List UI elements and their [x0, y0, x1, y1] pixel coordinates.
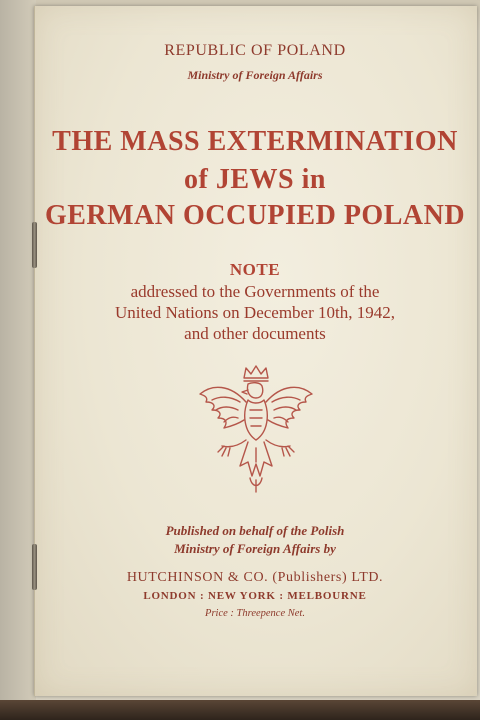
note-heading: NOTE	[229, 260, 281, 279]
published-line-1: Published on behalf of the Polish	[165, 523, 345, 538]
published-line-2: Ministry of Foreign Affairs by	[174, 541, 336, 556]
note-line-2: United Nations on December 10th, 1942,	[115, 303, 395, 322]
title-line-2: of JEWS in	[184, 164, 326, 195]
publisher-name: HUTCHINSON & CO. (Publishers) LTD.	[126, 570, 384, 585]
cover-page	[34, 6, 476, 696]
title-line-3: GERMAN OCCUPIED POLAND	[44, 200, 466, 231]
table-edge	[0, 700, 480, 720]
note-line-3: and other documents	[184, 324, 326, 343]
polish-eagle-icon	[190, 362, 322, 506]
publisher-cities: LONDON : NEW YORK : MELBOURNE	[143, 590, 367, 602]
title-line-1: THE MASS EXTERMINATION	[52, 126, 458, 157]
price-line: Price : Threepence Net.	[205, 608, 305, 619]
country-heading: REPUBLIC OF POLAND	[164, 42, 346, 59]
background-surface-left	[0, 0, 36, 720]
note-line-1: addressed to the Governments of the	[130, 282, 380, 301]
ministry-subheading: Ministry of Foreign Affairs	[187, 68, 323, 82]
